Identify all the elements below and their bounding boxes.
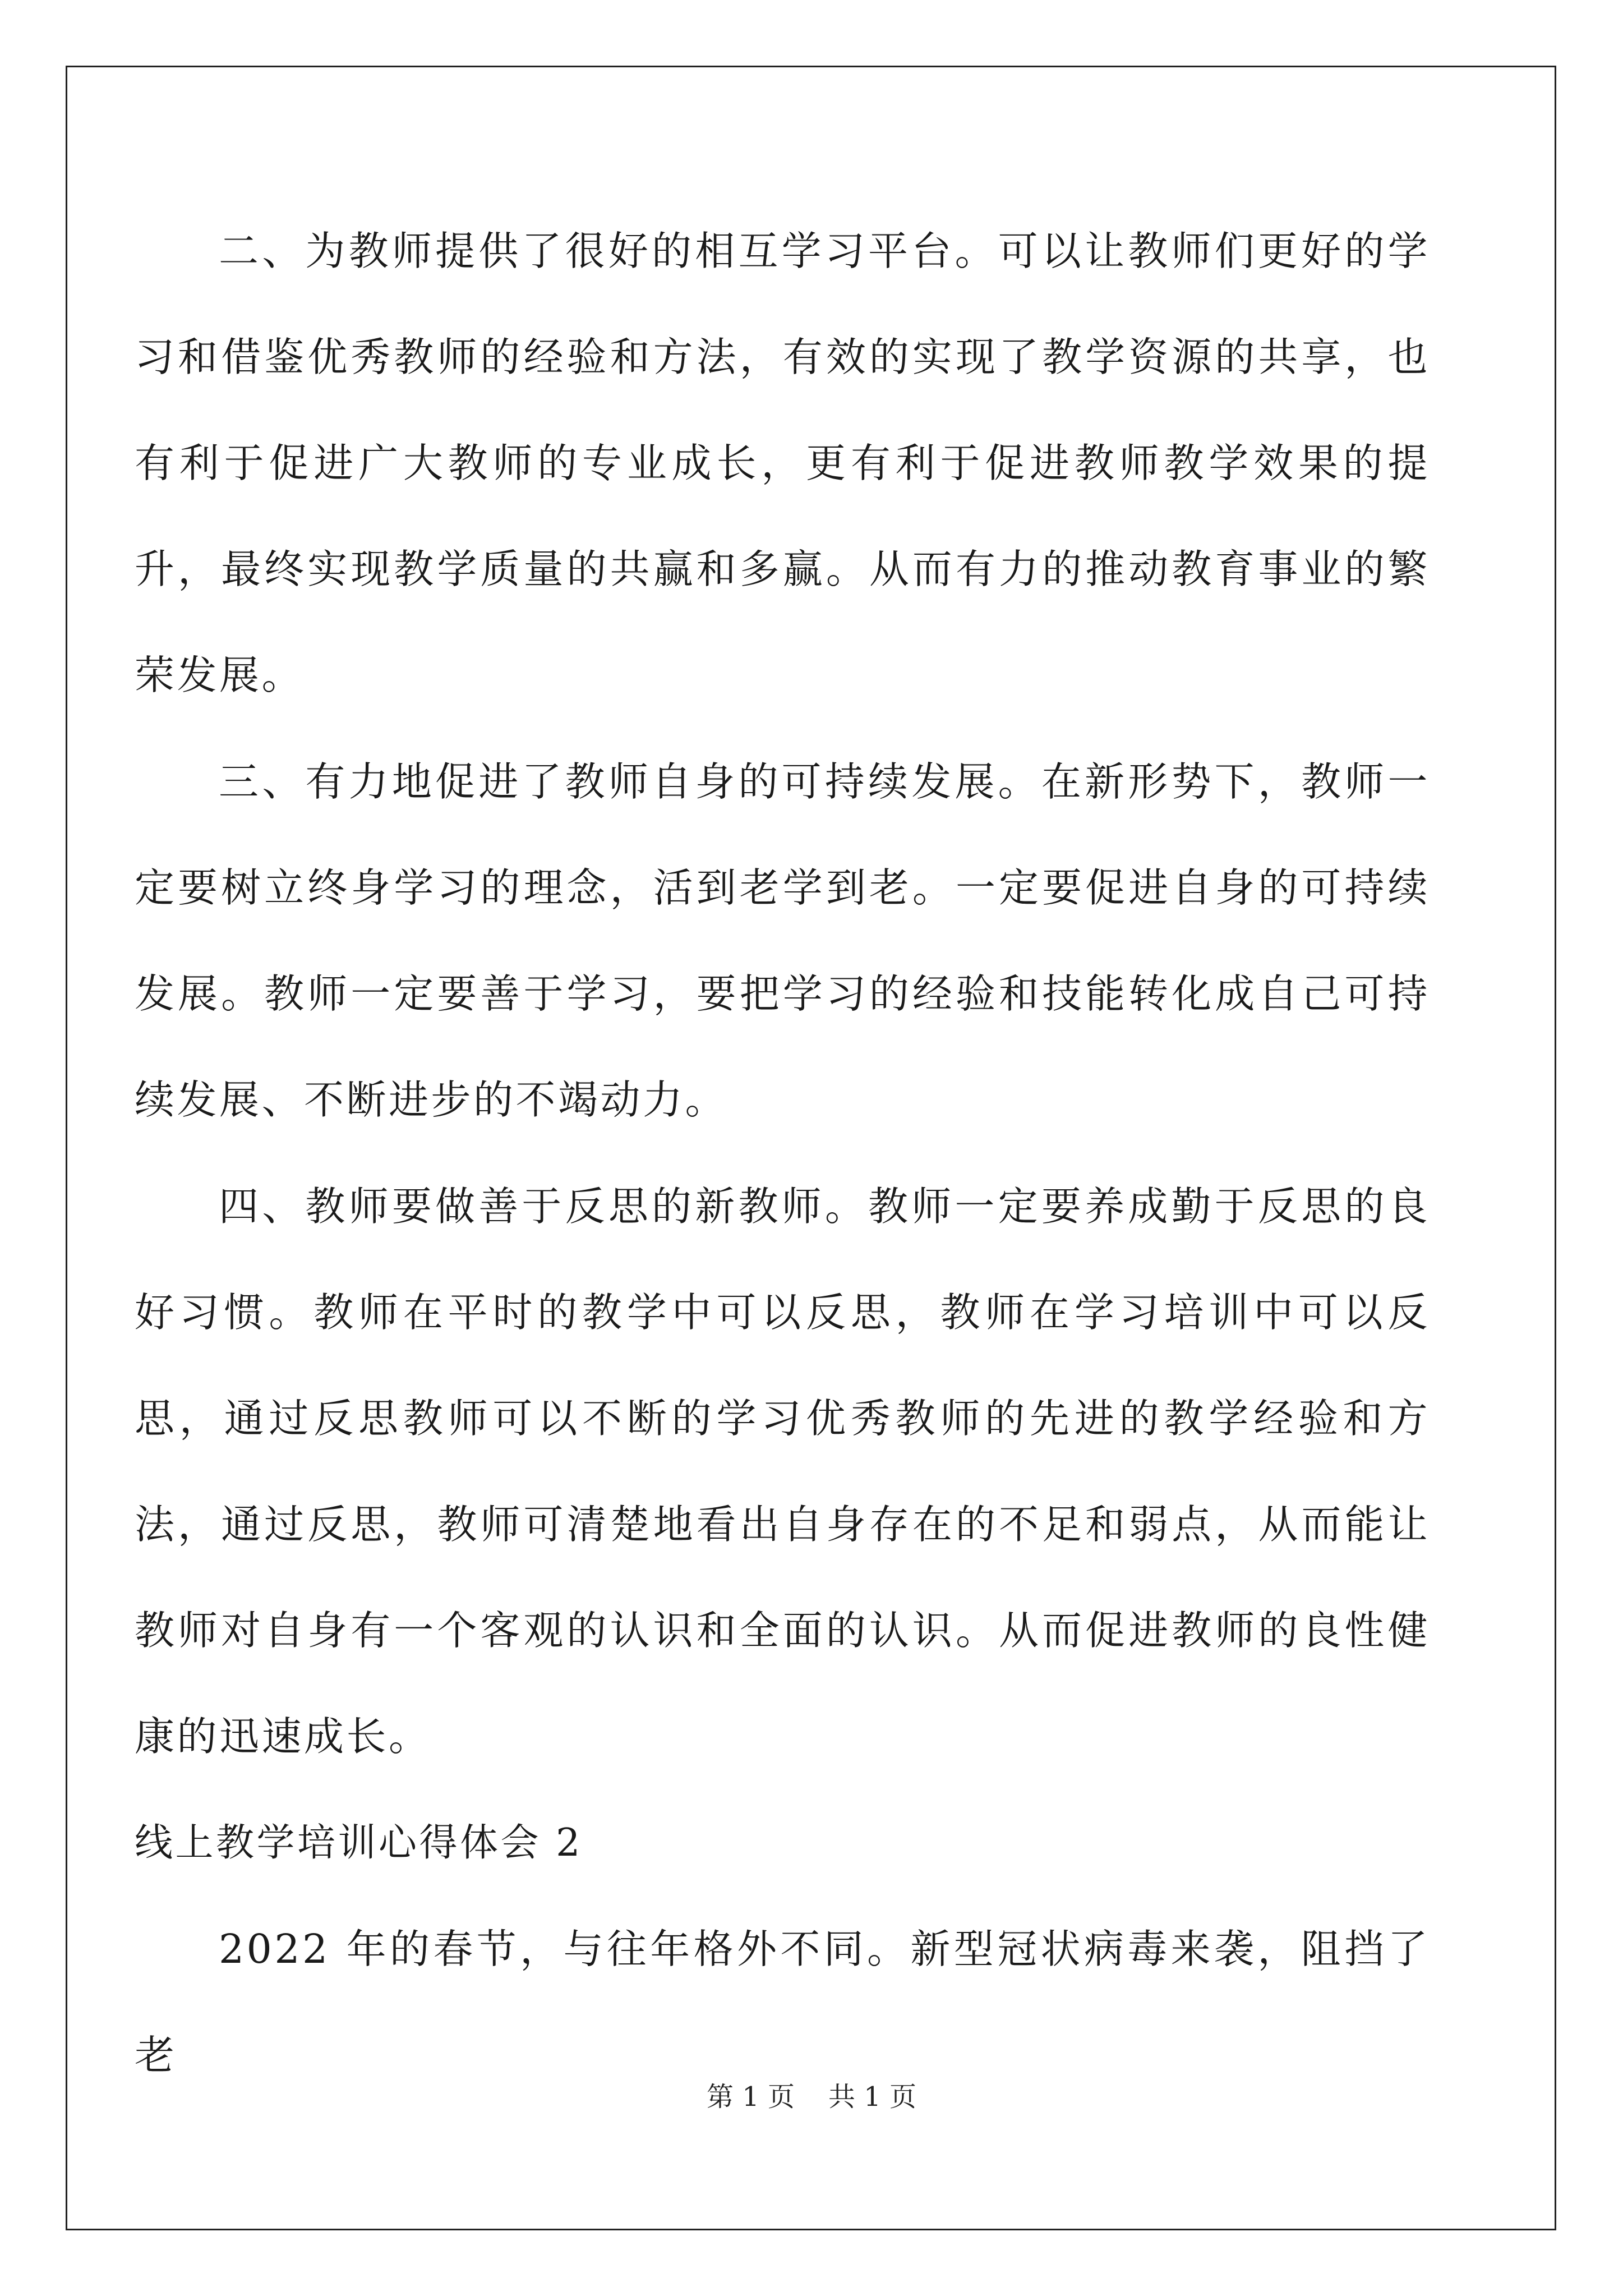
section-heading: 线上教学培训心得体会 2 — [135, 1821, 583, 1865]
paragraph-2: 二、为教师提供了很好的相互学习平台。可以让教师们更好的学习和借鉴优秀教师的经验和方法，有效的实现了教学资源的共享，也有利于促进广大教师的专业成长，更有利于促进教师教学效果的提升，最终实现教学质量的共赢和多赢。从而有力的推动教育事业的繁荣发展。 — [135, 228, 1430, 698]
section-paragraph: 2022 年的春节，与往年格外不同。新型冠状病毒来袭，阻挡了老 — [135, 1926, 1430, 2078]
page-number-current: 第 1 页 — [706, 2081, 795, 2113]
paragraph-3: 三、有力地促进了教师自身的可持续发展。在新形势下，教师一定要树立终身学习的理念，活到老学到老。一定要促进自身的可持续发展。教师一定要善于学习，要把学习的经验和技能转化成自己可持续发展、不断进步的不竭动力。 — [135, 758, 1430, 1123]
page-footer — [0, 2080, 1623, 2114]
paragraph-4: 四、教师要做善于反思的新教师。教师一定要养成勤于反思的良好习惯。教师在平时的教学中可以反思，教师在学习培训中可以反思，通过反思教师可以不断的学习优秀教师的先进的教学经验和方法，通过反思，教师可清楚地看出自身存在的不足和弱点，从而能让教师对自身有一个客观的认识和全面的认识。从而促进教师的良性健康的迅速成长。 — [135, 1183, 1430, 1760]
page-number-total: 共 1 页 — [828, 2081, 917, 2113]
